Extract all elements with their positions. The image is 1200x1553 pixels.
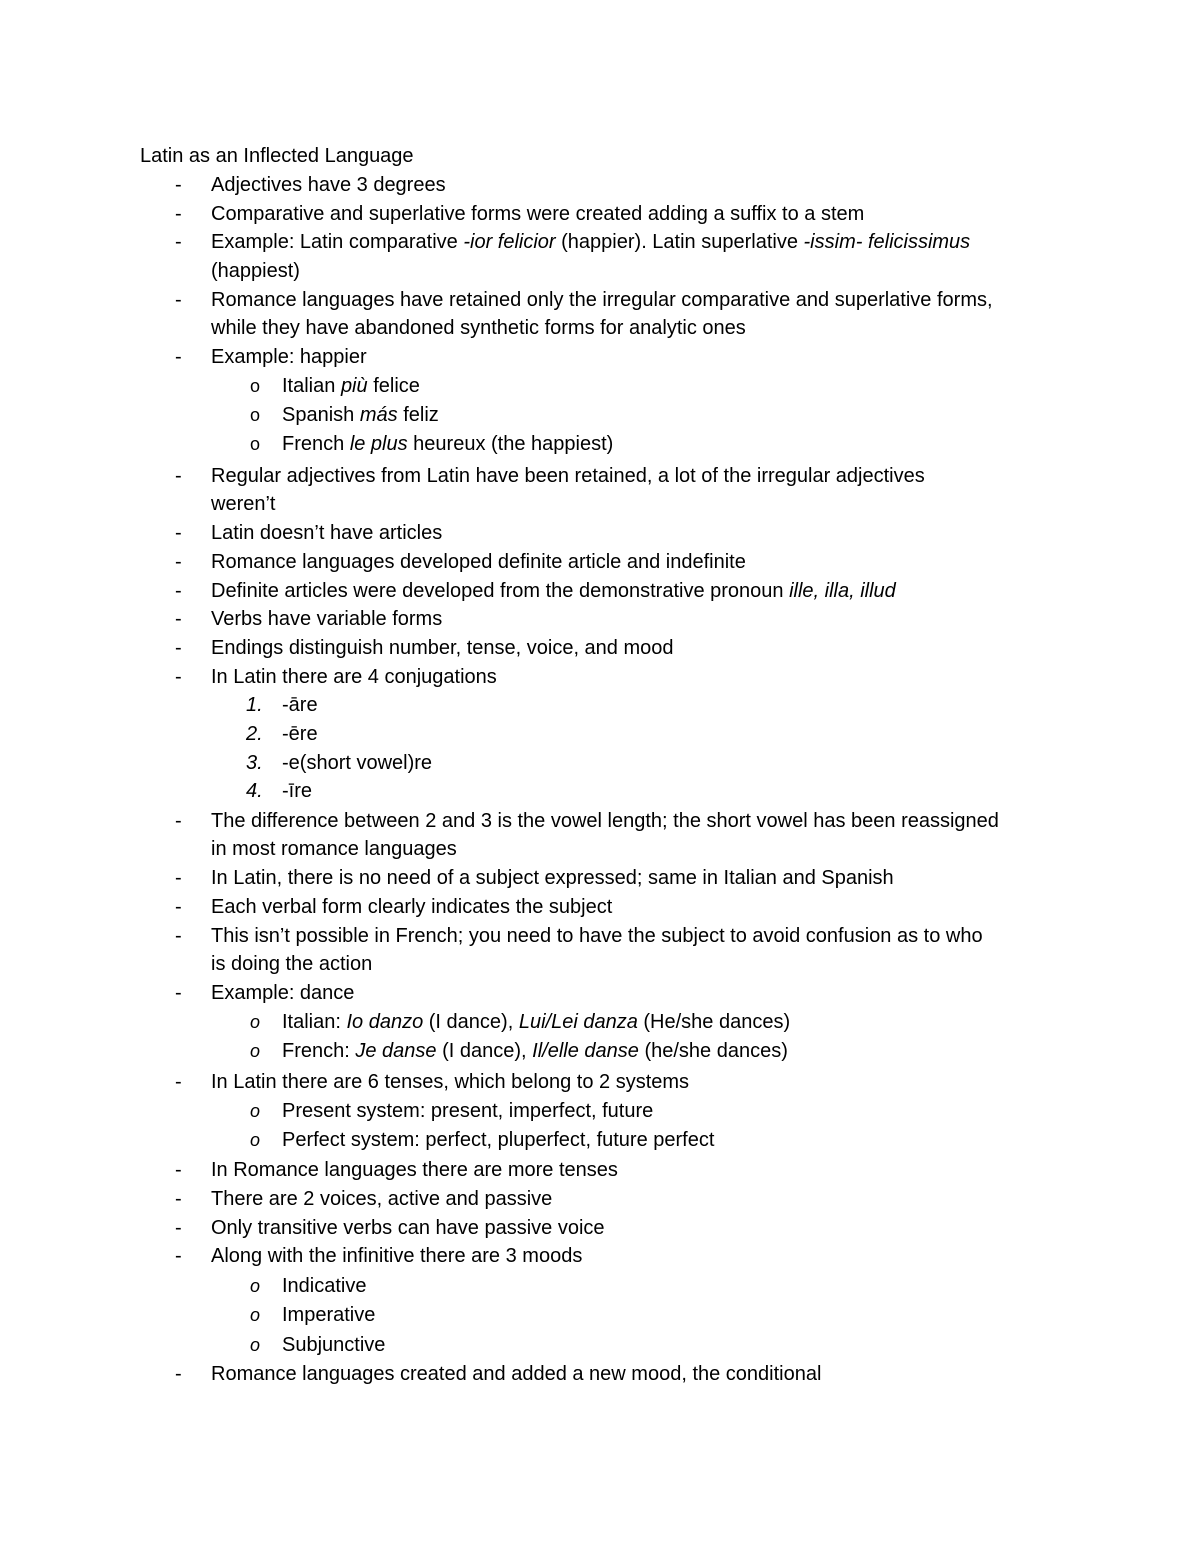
list-item: In Romance languages there are more tenses	[211, 1159, 618, 1181]
bullet-marker: o	[250, 1276, 261, 1296]
bullet-marker: o	[250, 1305, 261, 1325]
list-item: Romance languages have retained only the irregular comparative and superlative forms,	[211, 289, 993, 311]
list-item-continuation: while they have abandoned synthetic forms for analytic ones	[211, 317, 746, 339]
number-marker: 2.	[246, 723, 263, 745]
list-item: Definite articles were developed from the demonstrative pronoun ille, illa, illud	[211, 580, 896, 602]
sub-list-item: Italian più felice	[282, 375, 420, 397]
bullet-marker: o	[250, 1130, 261, 1150]
number-marker: 1.	[246, 694, 263, 716]
list-item-continuation: in most romance languages	[211, 838, 457, 860]
sub-list-item: Subjunctive	[282, 1334, 386, 1356]
dash-marker: -	[175, 231, 182, 253]
list-item-continuation: (happiest)	[211, 260, 300, 282]
dash-marker: -	[175, 637, 182, 659]
dash-marker: -	[175, 465, 182, 487]
dash-marker: -	[175, 203, 182, 225]
dash-marker: -	[175, 174, 182, 196]
dash-marker: -	[175, 1188, 182, 1210]
list-item: Comparative and superlative forms were created adding a suffix to a stem	[211, 203, 865, 225]
sub-list-item: French: Je danse (I dance), Il/elle danse (he/she dances)	[282, 1040, 788, 1062]
list-item: Adjectives have 3 degrees	[211, 174, 446, 196]
sub-list-item: French le plus heureux (the happiest)	[282, 433, 614, 455]
dash-marker: -	[175, 1159, 182, 1181]
numbered-item: -āre	[282, 694, 318, 716]
list-item: Only transitive verbs can have passive voice	[211, 1217, 605, 1239]
dash-marker: -	[175, 1071, 182, 1093]
dash-marker: -	[175, 522, 182, 544]
dash-marker: -	[175, 1217, 182, 1239]
numbered-item: -e(short vowel)re	[282, 752, 433, 774]
bullet-marker: o	[250, 1335, 261, 1355]
dash-marker: -	[175, 551, 182, 573]
list-item: There are 2 voices, active and passive	[211, 1188, 553, 1210]
numbered-item: -ēre	[282, 723, 318, 745]
number-marker: 4.	[246, 780, 263, 802]
list-item: The difference between 2 and 3 is the vowel length; the short vowel has been reassigned	[211, 810, 999, 832]
list-item: Verbs have variable forms	[211, 608, 443, 630]
dash-marker: -	[175, 346, 182, 368]
list-item: Regular adjectives from Latin have been retained, a lot of the irregular adjectives	[211, 465, 925, 487]
bullet-marker: o	[250, 1041, 261, 1061]
dash-marker: -	[175, 810, 182, 832]
dash-marker: -	[175, 608, 182, 630]
list-item-continuation: is doing the action	[211, 953, 373, 975]
list-item: In Latin there are 6 tenses, which belong to 2 systems	[211, 1071, 690, 1093]
dash-marker: -	[175, 925, 182, 947]
list-item: Each verbal form clearly indicates the subject	[211, 896, 613, 918]
number-marker: 3.	[246, 752, 263, 774]
sub-list-item: Italian: Io danzo (I dance), Lui/Lei danza (He/she dances)	[282, 1011, 791, 1033]
list-item: Romance languages created and added a new mood, the conditional	[211, 1363, 822, 1385]
bullet-marker: o	[250, 405, 261, 425]
list-item: Along with the infinitive there are 3 moods	[211, 1245, 583, 1267]
bullet-marker: o	[250, 376, 261, 396]
numbered-item: -īre	[282, 780, 312, 802]
list-item: Romance languages developed definite article and indefinite	[211, 551, 746, 573]
bullet-marker: o	[250, 434, 261, 454]
bullet-marker: o	[250, 1101, 261, 1121]
dash-marker: -	[175, 1363, 182, 1385]
document-title: Latin as an Inflected Language	[140, 145, 414, 167]
sub-list-item: Spanish más feliz	[282, 404, 439, 426]
dash-marker: -	[175, 867, 182, 889]
list-item: Example: dance	[211, 982, 355, 1004]
sub-list-item: Present system: present, imperfect, future	[282, 1100, 654, 1122]
list-item: This isn’t possible in French; you need to have the subject to avoid confusion as to who	[211, 925, 983, 947]
dash-marker: -	[175, 289, 182, 311]
list-item: In Latin, there is no need of a subject expressed; same in Italian and Spanish	[211, 867, 894, 889]
list-item-continuation: weren’t	[211, 493, 276, 515]
list-item: Example: happier	[211, 346, 367, 368]
list-item: In Latin there are 4 conjugations	[211, 666, 497, 688]
dash-marker: -	[175, 580, 182, 602]
list-item: Endings distinguish number, tense, voice, and mood	[211, 637, 674, 659]
dash-marker: -	[175, 1245, 182, 1267]
dash-marker: -	[175, 982, 182, 1004]
list-item: Example: Latin comparative -ior felicior (happier). Latin superlative -issim- felicissimus	[211, 231, 971, 253]
dash-marker: -	[175, 666, 182, 688]
list-item: Latin doesn’t have articles	[211, 522, 443, 544]
bullet-marker: o	[250, 1012, 261, 1032]
sub-list-item: Perfect system: perfect, pluperfect, future perfect	[282, 1129, 715, 1151]
sub-list-item: Indicative	[282, 1275, 367, 1297]
sub-list-item: Imperative	[282, 1304, 376, 1326]
dash-marker: -	[175, 896, 182, 918]
